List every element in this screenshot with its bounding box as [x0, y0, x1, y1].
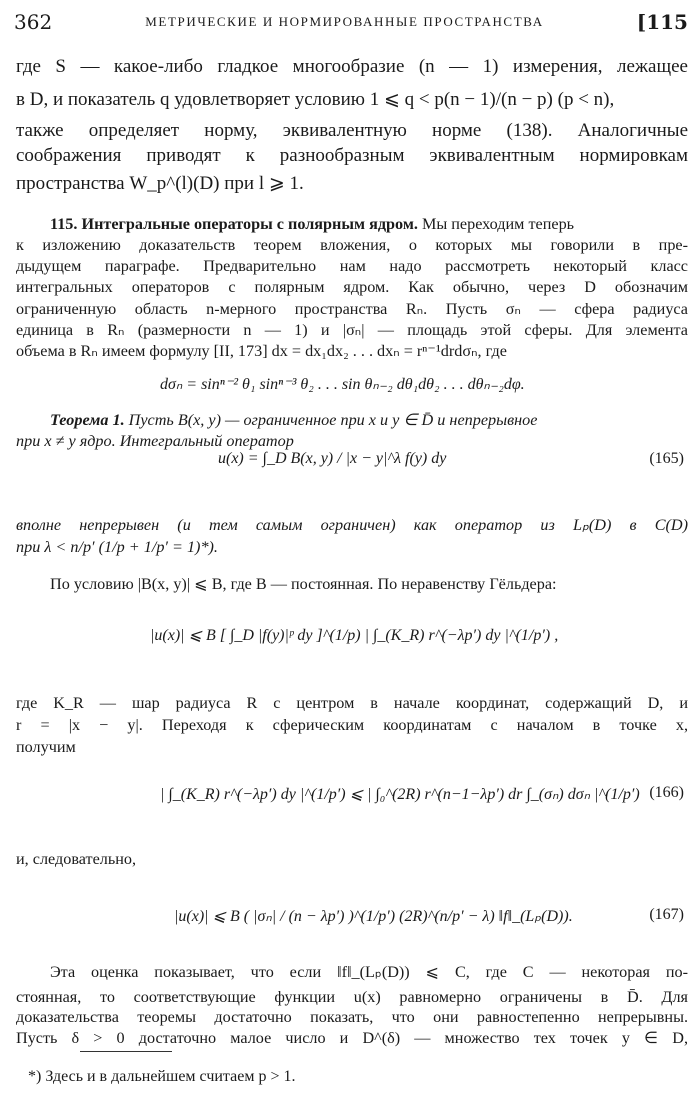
running-title: МЕТРИЧЕСКИЕ И НОРМИРОВАННЫЕ ПРОСТРАНСТВА	[145, 14, 544, 29]
theorem-label: Теорема 1.	[50, 411, 125, 429]
para1-line-4: соображения приводят к разнообразным эквивалентным нормировкам	[16, 145, 688, 166]
theorem-end-line-1: вполне непрерывен (и тем самым ограничен) как оператор из Lₚ(D) в C(D)	[16, 516, 688, 534]
para3-line-1: где K_R — шар радиуса R с центром в начале координат, содержащий D, и	[16, 694, 688, 712]
para4-line-4: Пусть δ > 0 достаточно малое число и D^(δ) — множество тех точек y ∈ D,	[16, 1029, 688, 1047]
equation-167-number: (167)	[649, 906, 684, 923]
para1-line-1: где S — какое-либо гладкое многообразие (n — 1) измерения, лежащее	[16, 56, 688, 77]
theorem-statement-1: Пусть B(x, y) — ограниченное при x и y ∈ D̄ и непрерывное	[128, 411, 538, 429]
page-number: 362	[14, 10, 53, 34]
section-heading	[50, 215, 688, 234]
para2-line-3: интегральных операторов с полярным ядром. Как обычно, через D обозначим	[16, 278, 688, 296]
dsigma-formula: dσₙ = sinⁿ⁻² θ₁ sinⁿ⁻³ θ₂ . . . sin θₙ₋₂ dθ₁dθ₂ . . . dθₙ₋₂dφ.	[160, 376, 525, 393]
equation-166-number: (166)	[649, 784, 684, 801]
theorem-line-2: при x ≠ y ядро. Интегральный оператор	[16, 432, 294, 450]
para1-line-2: в D, и показатель q удовлетворяет условию 1 ⩽ q < p(n − 1)/(n − p) (p < n),	[16, 89, 615, 110]
equation-167: |u(x)| ⩽ B ( |σₙ| / (n − λp′) )^(1/p′) (2R)^(n/p′ − λ) ‖f‖_(Lₚ(D)).	[174, 908, 573, 925]
para4-line-3: доказательства теоремы достаточно показать, что они равностепенно непрерывны.	[16, 1008, 688, 1026]
para2-line-5: единица в Rₙ (размерности n — 1) и |σₙ| — площадь этой сферы. Для элемента	[16, 321, 688, 339]
para1-line-5: пространства W_p^(l)(D) при l ⩾ 1.	[16, 173, 304, 194]
footnote: *) Здесь и в дальнейшем считаем p > 1.	[28, 1068, 296, 1085]
footnote-rule	[80, 1051, 172, 1052]
para4-line-2: стоянная, то соответствующие функции u(x) равномерно ограничены в D̄. Для	[16, 988, 688, 1006]
equation-165: u(x) = ∫_D B(x, y) / |x − y|^λ f(y) dy	[218, 450, 447, 467]
proof-line: По условию |B(x, y)| ⩽ B, где B — постоянная. По неравенству Гёльдера:	[50, 575, 557, 593]
section-marker: [115	[636, 10, 688, 34]
theorem-line-1	[50, 410, 688, 430]
para2-line-1: к изложению доказательств теорем вложения, о которых мы говорили в пре-	[16, 236, 688, 254]
para2-line-2: дыдущем параграфе. Предварительно нам надо рассмотреть некоторый класс	[16, 257, 688, 275]
section-title: 115. Интегральные операторы с полярным ядром.	[50, 215, 418, 233]
page-header	[14, 8, 688, 36]
theorem-end-line-2: при λ < n/p′ (1/p + 1/p′ = 1)*).	[16, 538, 218, 556]
section-lead: Мы переходим теперь	[421, 215, 575, 233]
para3-line-2: r = |x − y|. Переходя к сферическим координатам с началом в точке x,	[16, 716, 688, 734]
para2-line-6: объема в Rₙ имеем формулу [II, 173] dx = dx₁dx₂ . . . dxₙ = rⁿ⁻¹drdσₙ, где	[16, 342, 507, 360]
consequently-line: и, следовательно,	[16, 850, 137, 868]
para2-line-4: ограниченную область n-мерного пространства Rₙ. Пусть σₙ — сфера радиуса	[16, 300, 688, 318]
para1-line-3: также определяет норму, эквивалентную норме (138). Аналогичные	[16, 120, 688, 141]
para3-line-3: получим	[16, 738, 76, 756]
equation-165-number: (165)	[649, 450, 684, 467]
holder-inequality: |u(x)| ⩽ B [ ∫_D |f(y)|ᵖ dy ]^(1/p) | ∫_(K_R) r^(−λp′) dy |^(1/p′) ,	[150, 627, 559, 644]
para4-line-1: Эта оценка показывает, что если ‖f‖_(Lₚ(D)) ⩽ C, где C — некоторая по-	[50, 963, 688, 981]
equation-166: | ∫_(K_R) r^(−λp′) dy |^(1/p′) ⩽ | ∫₀^(2R) r^(n−1−λp′) dr ∫_(σₙ) dσₙ |^(1/p′)	[160, 786, 640, 803]
